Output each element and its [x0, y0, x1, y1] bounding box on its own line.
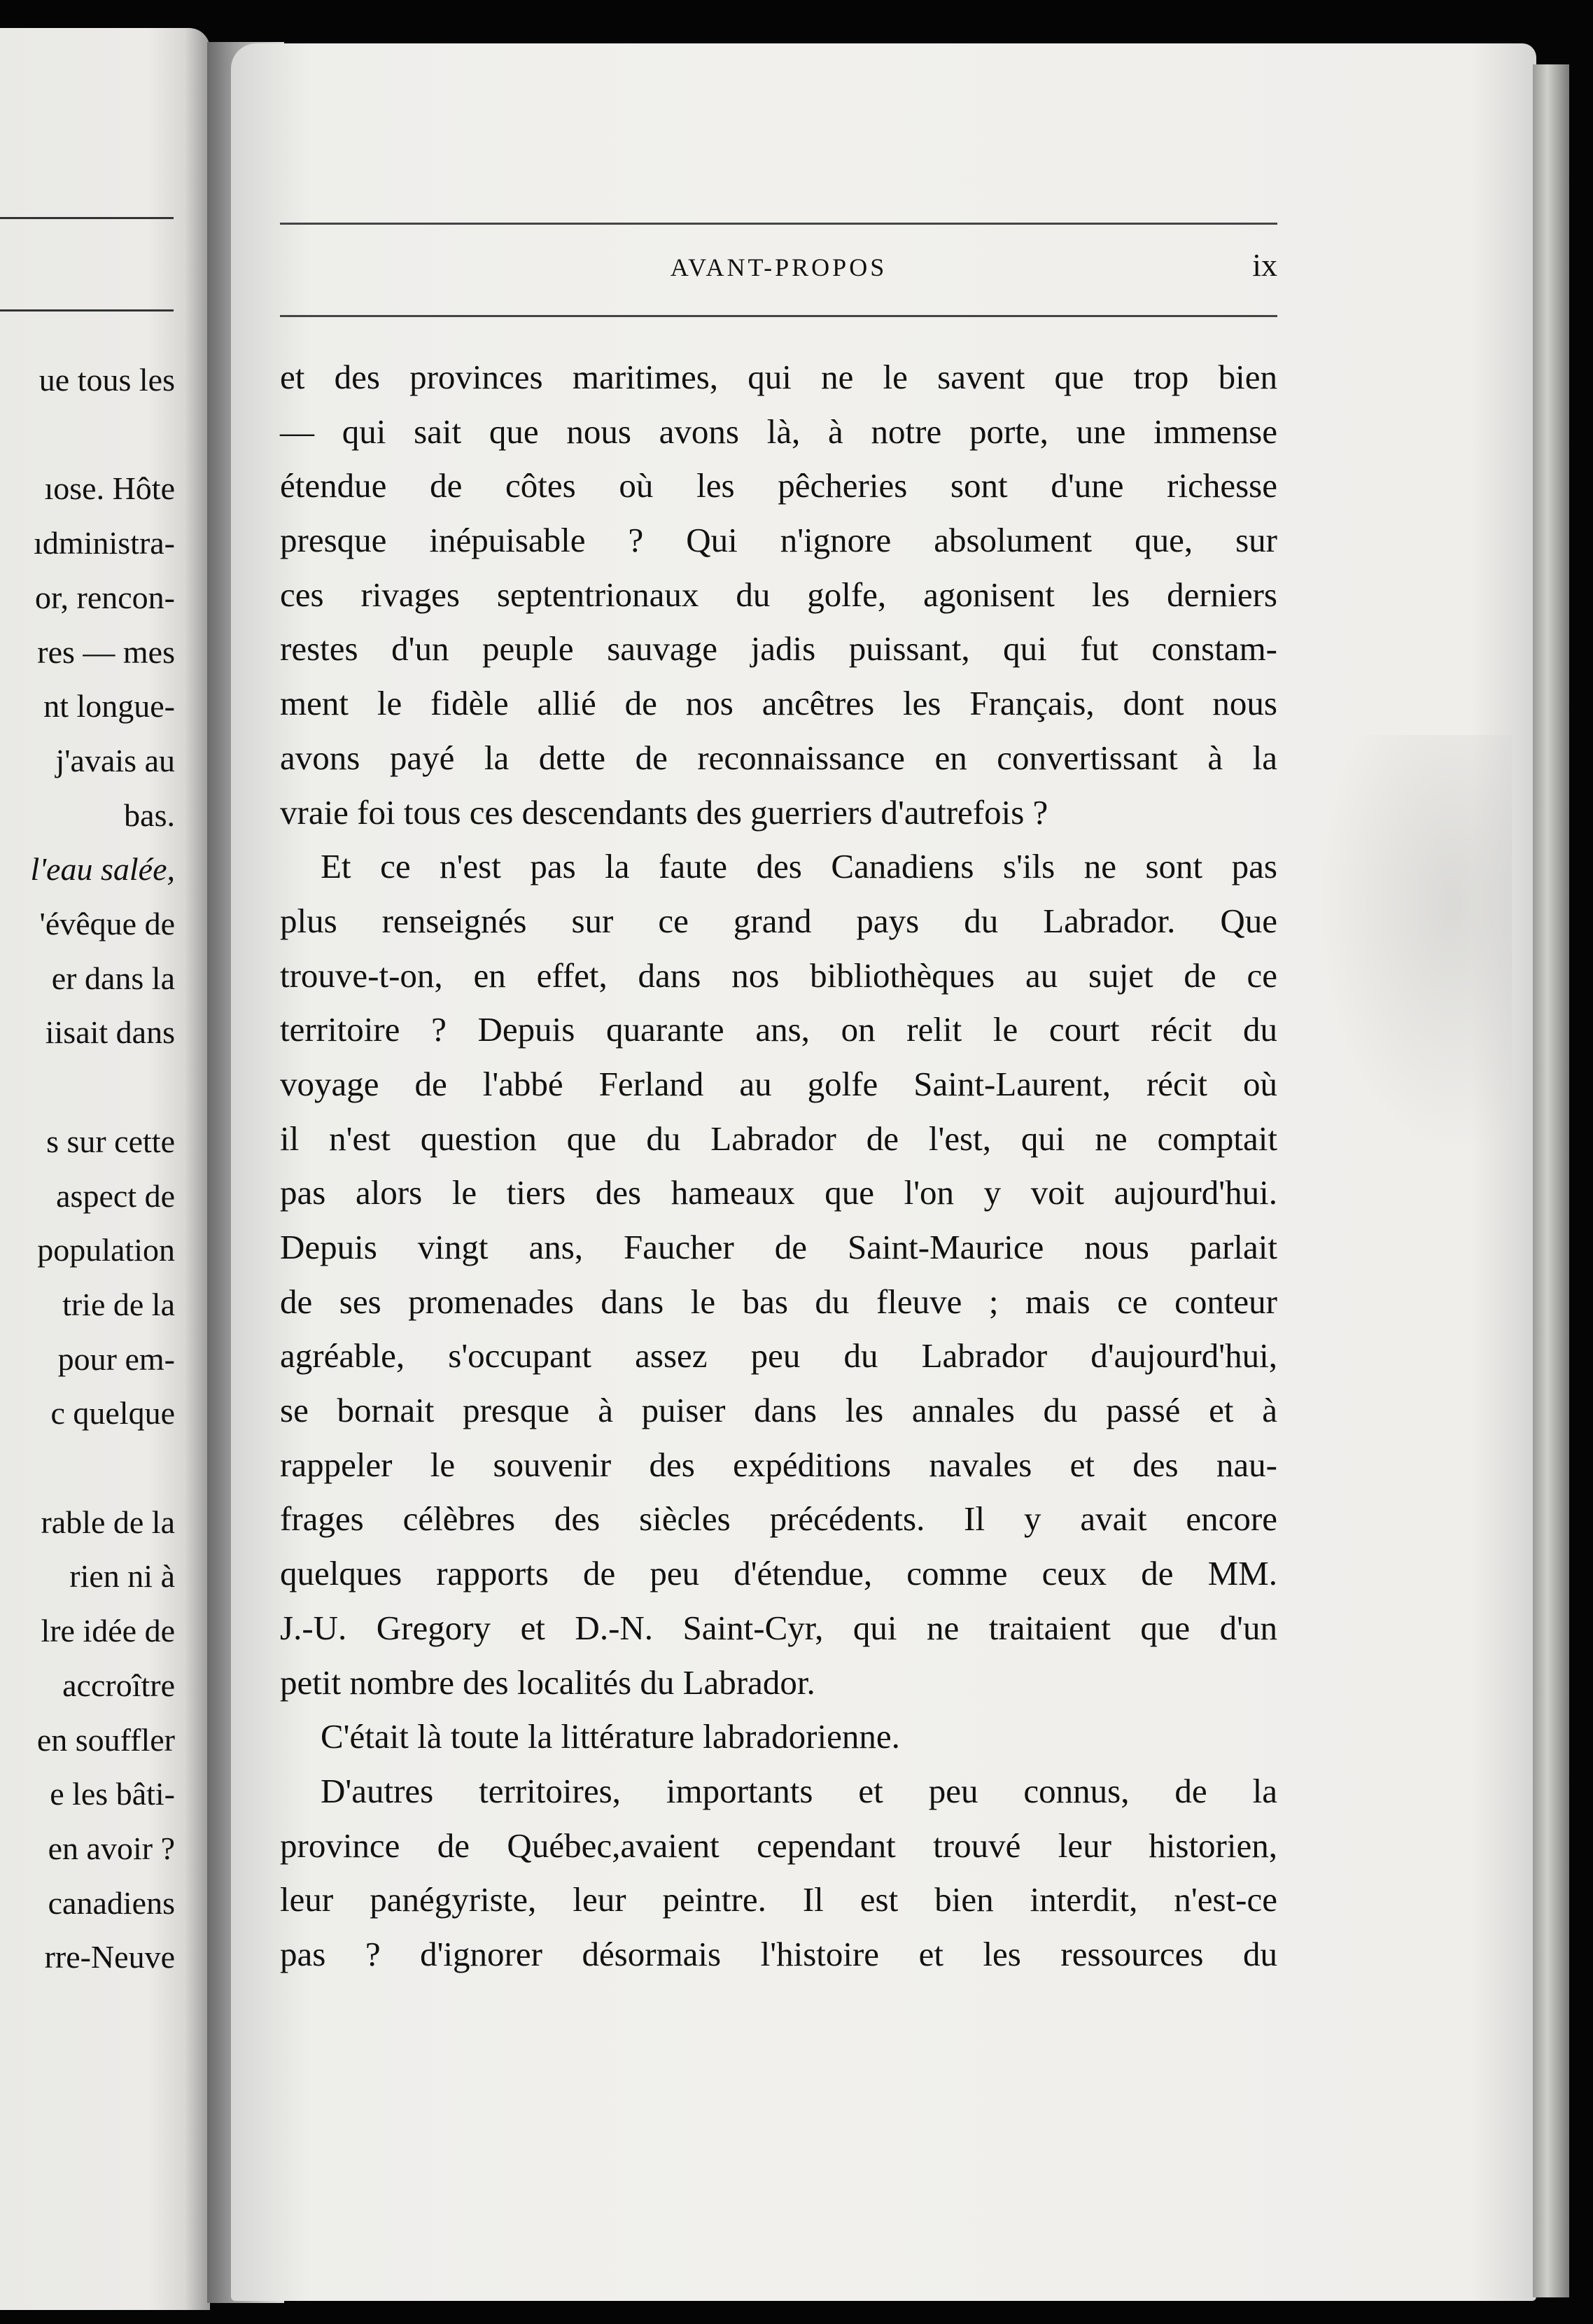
- body-line: voyage de l'abbé Ferland au golfe Saint-Laurent, récit où: [280, 1064, 1277, 1103]
- body-line: J.-U. Gregory et D.-N. Saint-Cyr, qui ne traitaient que d'un: [280, 1608, 1277, 1647]
- header-rule-top: [280, 223, 1277, 225]
- body-line: province de Québec,avaient cependant trouvé leur historien,: [280, 1826, 1277, 1865]
- body-line: pas alors le tiers des hameaux que l'on y voit aujourd'hui.: [280, 1173, 1277, 1212]
- body-line: avons payé la dette de reconnaissance en convertissant à la: [280, 738, 1277, 777]
- body-line: Depuis vingt ans, Faucher de Saint-Maurice nous parlait: [280, 1228, 1277, 1266]
- left-page-line: population: [37, 1232, 175, 1268]
- body-line: ces rivages septentrionaux du golfe, agonisent les derniers: [280, 575, 1277, 614]
- body-line: plus renseignés sur ce grand pays du Labrador. Que: [280, 901, 1277, 940]
- left-page-line: or, rencon-: [35, 579, 175, 615]
- left-page-line: j'avais au: [55, 742, 175, 778]
- body-line: petit nombre des localités du Labrador.: [280, 1662, 815, 1702]
- left-page-line: lre idée de: [41, 1613, 175, 1649]
- body-line: il n'est question que du Labrador de l'est, qui ne comptait: [280, 1119, 1277, 1158]
- left-page-line: nt longue-: [43, 688, 175, 724]
- page-edge: [1533, 64, 1569, 2297]
- left-page-line: res — mes: [37, 634, 175, 670]
- body-line: territoire ? Depuis quarante ans, on relit le court récit du: [280, 1010, 1277, 1049]
- left-page-line: ue tous les: [38, 362, 175, 398]
- body-line: de ses promenades dans le bas du fleuve ; mais ce conteur: [280, 1282, 1277, 1321]
- left-page-line: s sur cette: [46, 1123, 175, 1159]
- body-line: presque inépuisable ? Qui n'ignore absolument que, sur: [280, 521, 1277, 560]
- header-rule-bottom: [280, 315, 1277, 317]
- left-page-line: accroître: [62, 1667, 175, 1703]
- body-line: — qui sait que nous avons là, à notre porte, une immense: [280, 412, 1277, 451]
- body-line: restes d'un peuple sauvage jadis puissant, qui fut constam-: [280, 629, 1277, 668]
- body-line: vraie foi tous ces descendants des guerriers d'autrefois ?: [280, 792, 1048, 832]
- body-text: [280, 350, 1277, 1982]
- body-line: et des provinces maritimes, qui ne le savent que trop bien: [280, 358, 1277, 396]
- body-line: trouve-t-on, en effet, dans nos bibliothèques au sujet de ce: [280, 955, 1277, 995]
- left-page-line: e les bâti-: [50, 1776, 175, 1812]
- left-page-line: rien ni à: [69, 1558, 175, 1595]
- left-page-line: ıose. Hôte: [44, 470, 175, 507]
- left-page-line: c quelque: [50, 1395, 175, 1432]
- left-page-line: er dans la: [51, 960, 175, 996]
- left-page-line: iisait dans: [45, 1014, 175, 1051]
- body-line: se bornait presque à puiser dans les annales du passé et à: [280, 1391, 1277, 1430]
- body-line: leur panégyriste, leur peintre. Il est bien interdit, n'est-ce: [280, 1880, 1277, 1919]
- left-page-line: en avoir ?: [48, 1830, 175, 1866]
- left-page-line: l'eau salée,: [30, 851, 175, 888]
- body-line: ment le fidèle allié de nos ancêtres les Français, dont nous: [280, 684, 1277, 723]
- left-page-line: aspect de: [56, 1177, 175, 1214]
- body-line: pas ? d'ignorer désormais l'histoire et les ressources du: [280, 1934, 1277, 1973]
- left-page: [0, 28, 210, 2310]
- left-page-line: bas.: [124, 797, 175, 833]
- page-number: ix: [1252, 247, 1277, 283]
- body-line: agréable, s'occupant assez peu du Labrador d'aujourd'hui,: [280, 1336, 1277, 1376]
- left-page-line: rre-Neuve: [44, 1939, 175, 1975]
- body-line: D'autres territoires, importants et peu connus, de la: [321, 1771, 1277, 1810]
- left-page-line: ıdministra-: [34, 525, 175, 561]
- left-header-rule: [0, 217, 174, 219]
- left-page-line: 'évêque de: [39, 906, 175, 941]
- left-page-line: pour em-: [57, 1340, 175, 1377]
- body-line: Et ce n'est pas la faute des Canadiens s'ils ne sont pas: [321, 847, 1277, 886]
- left-page-line: rable de la: [41, 1504, 175, 1540]
- left-page-line: en souffler: [36, 1721, 175, 1758]
- left-header-rule-lower: [0, 309, 174, 312]
- body-line: rappeler le souvenir des expéditions navales et des nau-: [280, 1445, 1277, 1484]
- body-line: C'était là toute la littérature labradorienne.: [321, 1717, 900, 1756]
- left-page-line: trie de la: [62, 1286, 175, 1322]
- body-line: étendue de côtes où les pêcheries sont d'une richesse: [280, 466, 1277, 505]
- left-page-line: canadiens: [48, 1884, 175, 1921]
- body-line: frages célèbres des siècles précédents. Il y avait encore: [280, 1499, 1277, 1539]
- running-header: AVANT-PROPOS: [670, 253, 887, 281]
- body-line: quelques rapports de peu d'étendue, comme ceux de MM.: [280, 1554, 1277, 1593]
